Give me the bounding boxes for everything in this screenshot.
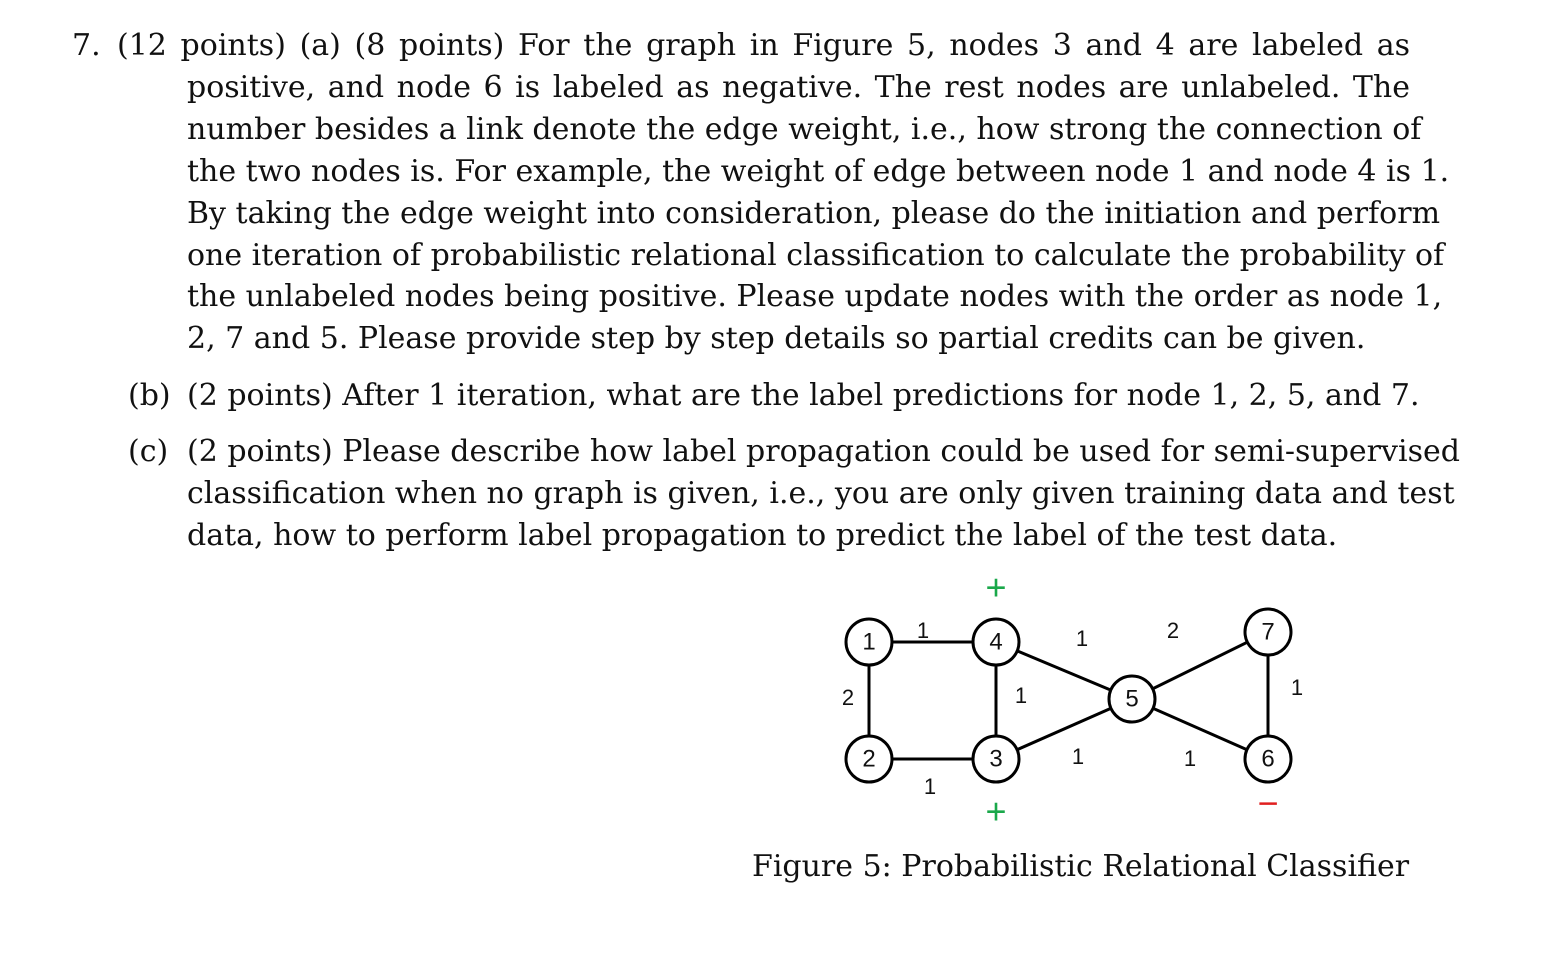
part-a-line: By taking the edge weight into consideration, please do the initiation and perform (187, 196, 1441, 231)
part-a-line: one iteration of probabilistic relational classification to calculate the probability of (187, 238, 1445, 273)
graph-node-4 (973, 619, 1019, 665)
part-c-label: (c) (128, 434, 169, 469)
graph-node-1 (846, 619, 892, 665)
edge-weight-label: 1 (1075, 625, 1089, 651)
graph-node-7 (1245, 609, 1291, 655)
node-label: 4 (989, 628, 1003, 656)
edge-weight-label: 1 (1071, 743, 1085, 769)
positive-sign: + (985, 790, 1007, 825)
edge-weight-label: 1 (1183, 745, 1197, 771)
part-a-line: the unlabeled nodes being positive. Please update nodes with the order as node 1, (187, 279, 1443, 314)
edge-weight-label: 1 (1290, 674, 1304, 700)
node-label: 5 (1125, 685, 1139, 713)
part-a-line: 2, 7 and 5. Please provide step by step details so partial credits can be given. (187, 321, 1366, 356)
part-a-line: number besides a link denote the edge weight, i.e., how strong the connection of (187, 112, 1422, 147)
edge-weight-label: 2 (1166, 617, 1180, 643)
part-c-line: data, how to perform label propagation to predict the label of the test data. (187, 518, 1338, 553)
graph-node-2 (846, 736, 892, 782)
node-label: 3 (989, 745, 1003, 773)
edge-weight-label: 2 (841, 684, 855, 710)
edge-weight-label: 1 (923, 773, 937, 799)
node-label: 2 (862, 745, 876, 773)
edge-weight-label: 1 (1014, 682, 1028, 708)
question-header: (12 points) (a) (8 points) For the graph in Figure 5, nodes 3 and 4 are labeled as (117, 28, 1410, 63)
part-c-line: classification when no graph is given, i.e., you are only given training data and test (187, 476, 1455, 511)
positive-sign: + (985, 566, 1007, 608)
figure-caption: Figure 5: Probabilistic Relational Classifier (752, 849, 1410, 884)
part-b-text: (2 points) After 1 iteration, what are the label predictions for node 1, 2, 5, and 7. (187, 378, 1420, 413)
graph-figure (820, 565, 1320, 825)
node-label: 1 (862, 628, 876, 656)
part-b-label: (b) (128, 378, 171, 413)
graph-node-3 (973, 736, 1019, 782)
node-label: 7 (1261, 618, 1275, 646)
part-a-line: the two nodes is. For example, the weight of edge between node 1 and node 4 is 1. (187, 154, 1450, 189)
graph-node-5 (1109, 676, 1155, 722)
node-layer (846, 609, 1291, 782)
node-label: 6 (1261, 745, 1275, 773)
part-a-line: positive, and node 6 is labeled as negative. The rest nodes are unlabeled. The (187, 70, 1410, 105)
edge-weight-label: 1 (916, 617, 930, 643)
question-number: 7. (72, 28, 101, 63)
edge-layer (869, 632, 1268, 759)
graph-node-6 (1245, 736, 1291, 782)
negative-sign: − (1257, 782, 1279, 824)
part-c-line: (2 points) Please describe how label propagation could be used for semi-supervised (187, 434, 1460, 469)
edge-label-layer (842, 618, 1303, 799)
